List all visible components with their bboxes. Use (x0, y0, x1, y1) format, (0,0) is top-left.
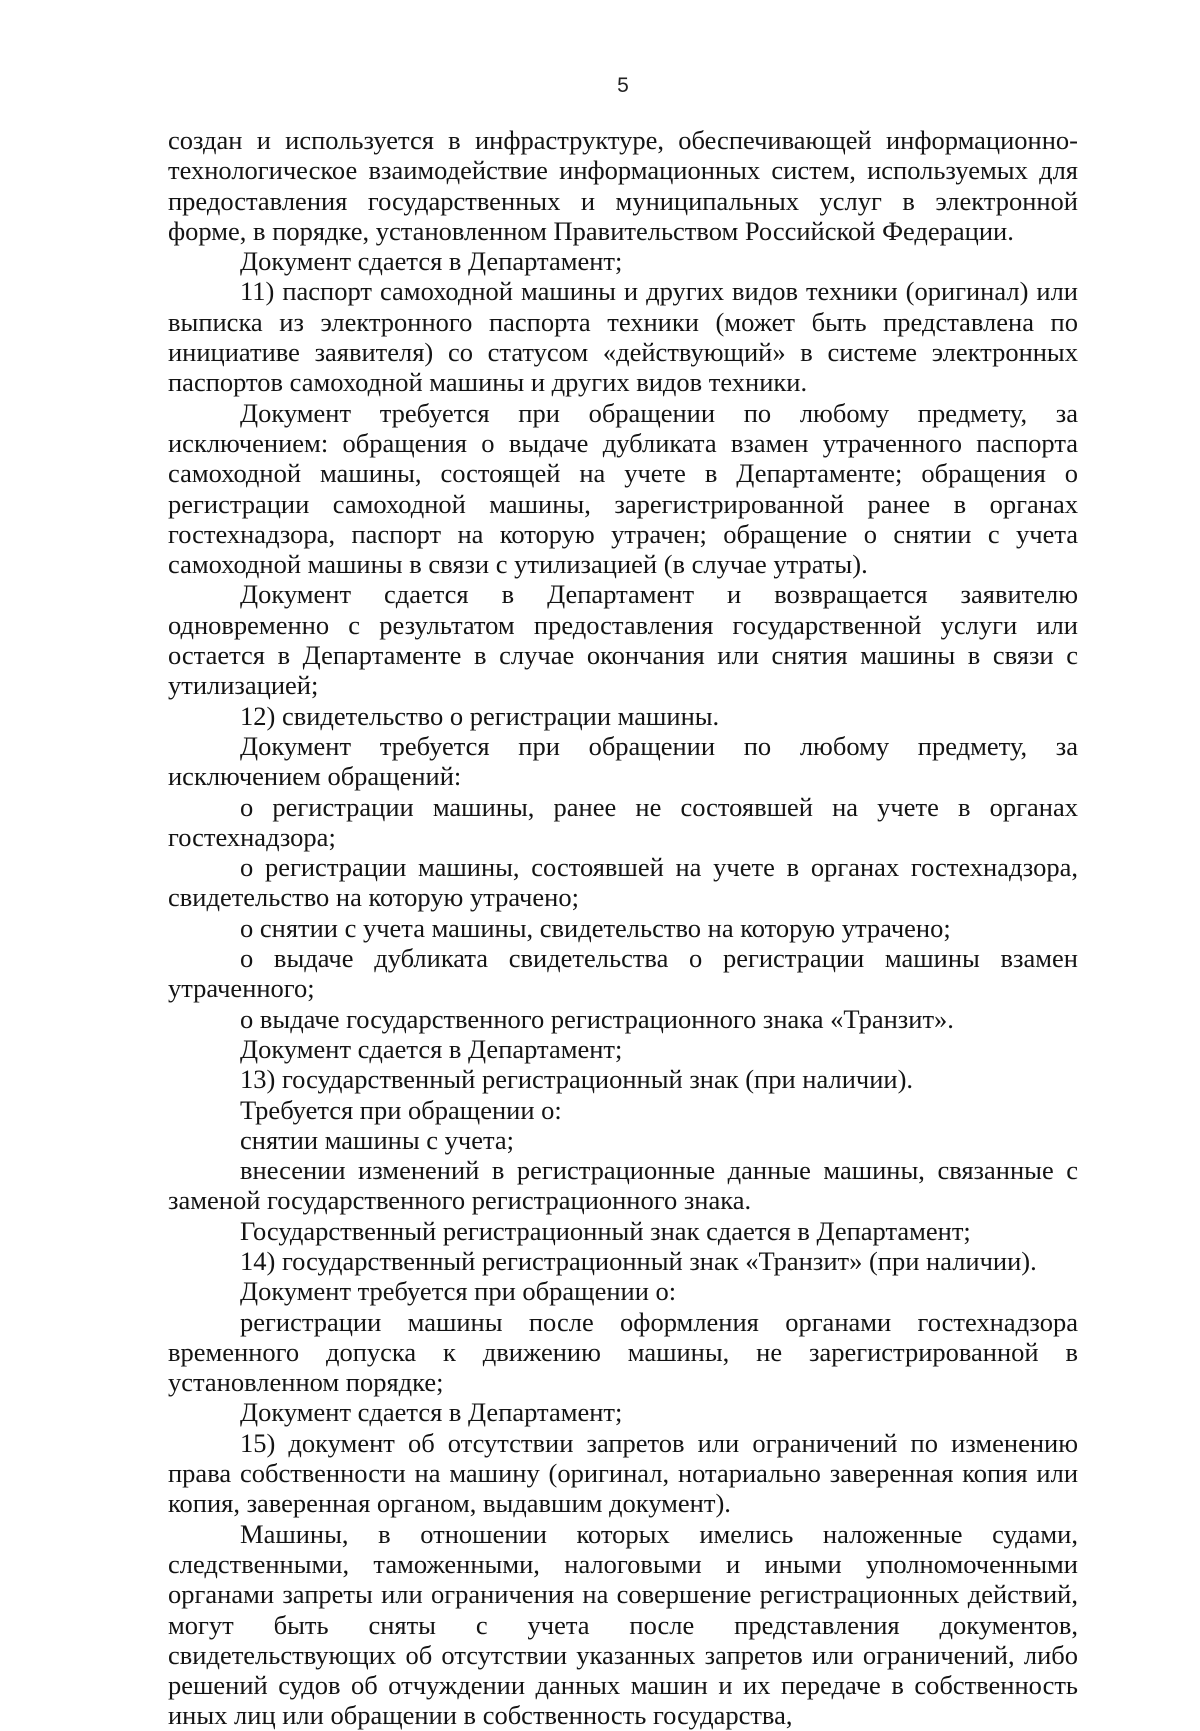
paragraph-item-15: 15) документ об отсутствии запретов или ограничений по изменению права собственности на машину (оригинал, нотариально заверенная копия или копия, заверенная органом, выдавшим документ). (168, 1427, 1078, 1519)
document-page (168, 0, 1078, 1731)
paragraph: Документ сдается в Департамент; (240, 246, 623, 277)
paragraph: внесении изменений в регистрационные данные машины, связанные с заменой государственного регистрационного знака. (168, 1155, 1078, 1216)
paragraph: Государственный регистрационный знак сдается в Департамент; (240, 1215, 971, 1246)
paragraph: о регистрации машины, ранее не состоявшей на учете в органах гостехнадзора; (168, 791, 1078, 852)
paragraph: Документ требуется при обращении по любому предмету, за исключением обращений: (168, 730, 1078, 792)
paragraph: Документ сдается в Департамент; (240, 1033, 623, 1064)
paragraph: о выдаче государственного регистрационного знака «Транзит». (240, 1003, 954, 1034)
paragraph: снятии машины с учета; (240, 1124, 515, 1155)
paragraph: Документ требуется при обращении по любому предмету, за исключением: обращения о выдаче дубликата взамен утраченного паспорта самоходной машины, состоящей на учете в Департаменте; обращения о регистрации самоходной машины, зарегистрированной ранее в органах гостехнадзора, паспорт на которую утрачен; обращение о снятии с учета самоходной машины в связи с утилизацией (в случае утраты). (168, 397, 1078, 580)
paragraph: Документ требуется при обращении о: (240, 1276, 677, 1307)
paragraph-item-13: 13) государственный регистрационный знак (при наличии). (240, 1064, 914, 1095)
paragraph: Документ сдается в Департамент и возвращается заявителю одновременно с результатом предоставления государственной услуги или остается в Департаменте в случае окончания или снятия машины в связи с утилизацией; (168, 579, 1078, 701)
paragraph-item-11: 11) паспорт самоходной машины и других видов техники (оригинал) или выписка из электронного паспорта техники (может быть представлена по инициативе заявителя) со статусом «действующий» в системе электронных паспортов самоходной машины и других видов техники. (168, 276, 1078, 398)
paragraph: о снятии с учета машины, свидетельство на которую утрачено; (240, 912, 951, 943)
paragraph: о выдаче дубликата свидетельства о регистрации машины взамен утраченного; (168, 943, 1078, 1004)
paragraph-item-14: 14) государственный регистрационный знак «Транзит» (при наличии). (240, 1245, 1037, 1276)
paragraph: о регистрации машины, состоявшей на учете в органах гостехнадзора, свидетельство на которую утрачено; (168, 852, 1078, 913)
document-body (168, 125, 1078, 1731)
paragraph: Требуется при обращении о: (240, 1094, 562, 1125)
paragraph-item-12: 12) свидетельство о регистрации машины. (240, 700, 720, 731)
paragraph: Машины, в отношении которых имелись наложенные судами, следственными, таможенными, налоговыми и иными уполномоченными органами запреты или ограничения на совершение регистрационных действий, могут быть сняты с учета после представления документов, свидетельствующих об отсутствии указанных запретов или ограничений, либо решений судов об отчуждении данных машин и их передаче в собственность иных лиц или обращении в собственность государства, (168, 1518, 1078, 1731)
paragraph: регистрации машины после оформления органами гостехнадзора временного допуска к движению машины, не зарегистрированной в установленном порядке; (168, 1306, 1078, 1398)
page-number: 5 (617, 74, 629, 97)
paragraph: Документ сдается в Департамент; (240, 1397, 623, 1428)
paragraph: создан и используется в инфраструктуре, обеспечивающей информационно-технологическое взаимодействие информационных систем, используемых для предоставления государственных и муниципальных услуг в электронной форме, в порядке, установленном Правительством Российской Федерации. (168, 125, 1078, 246)
